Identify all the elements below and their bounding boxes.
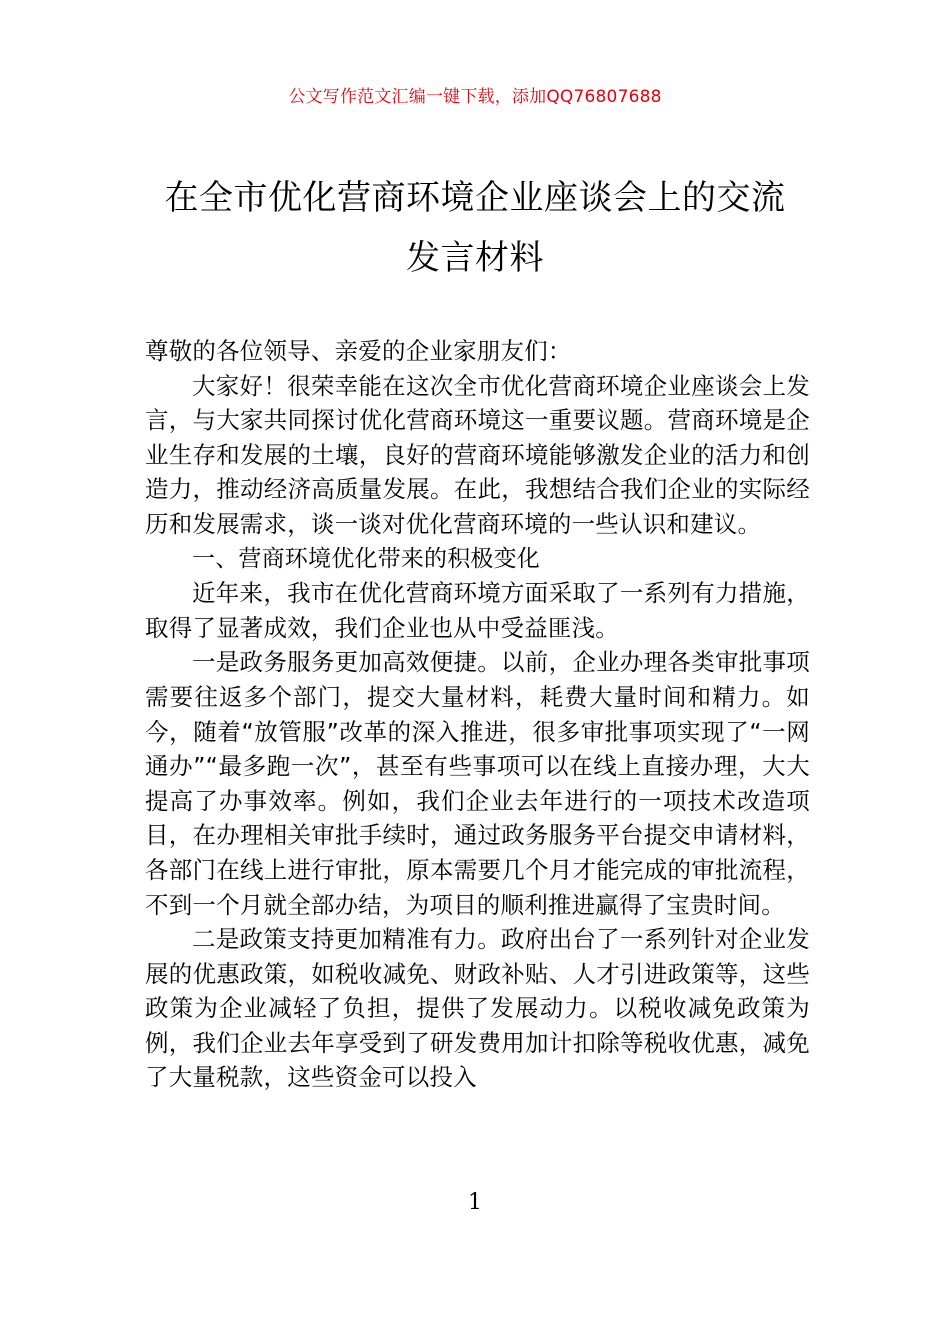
salutation: 尊敬的各位领导、亲爱的企业家朋友们： [145,337,572,365]
point-one-paragraph: 一是政务服务更加高效便捷。以前，企业办理各类审批事项需要往返多个部门，提交大量材料，耗费大量时间和精力。如今，随着“放管服”改革的深入推进，很多审批事项实现了“一网通办”“最多跑一次”，甚至有些事项可以在线上直接办理，大大提高了办事效率。例如，我们企业去年进行的一项技术改造项目，在办理相关审批手续时，通过政务服务平台提交申请材料，各部门在线上进行审批，原本需要几个月才能完成的审批流程，不到一个月就全部办结，为项目的顺利推进赢得了宝贵时间。 [145,648,810,919]
title-line-2: 发言材料 [406,238,544,278]
intro-paragraph: 大家好！很荣幸能在这次全市优化营商环境企业座谈会上发言，与大家共同探讨优化营商环境这一重要议题。营商环境是企业生存和发展的土壤，良好的营商环境能够激发企业的活力和创造力，推动经济高质量发展。在此，我想结合我们企业的实际经历和发展需求，谈一谈对优化营商环境的一些认识和建议。 [145,371,810,538]
document-body [145,334,810,1095]
section-heading: 一、营商环境优化带来的积极变化 [192,545,540,572]
document-title [100,168,850,288]
page-number: 1 [468,1190,482,1215]
section-intro-paragraph: 近年来，我市在优化营商环境方面采取了一系列有力措施，取得了显著成效，我们企业也从中受益匪浅。 [145,579,810,642]
point-two-paragraph: 二是政策支持更加精准有力。政府出台了一系列针对企业发展的优惠政策，如税收减免、财政补贴、人才引进政策等，这些政策为企业减轻了负担，提供了发展动力。以税收减免政策为例，我们企业去年享受到了研发费用加计扣除等税收优惠，减免了大量税款，这些资金可以投入 [145,925,810,1092]
watermark-banner: 公文写作范文汇编一键下载，添加QQ76807688 [288,87,662,107]
title-line-1: 在全市优化营商环境企业座谈会上的交流 [164,178,786,218]
